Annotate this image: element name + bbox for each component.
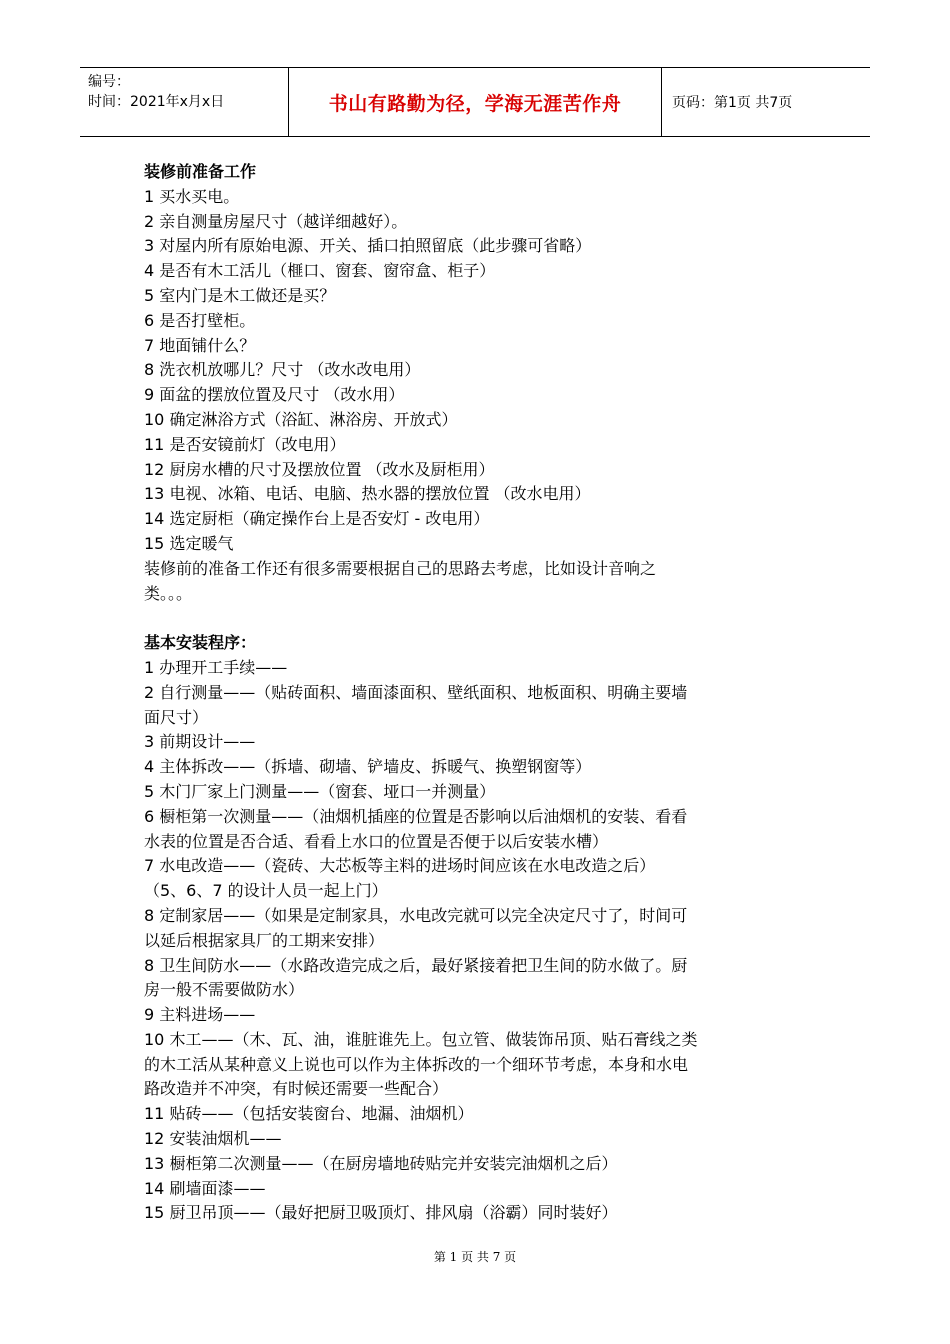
installation-step-line: 5 木门厂家上门测量——（窗套、垭口一并测量） [144,781,496,801]
header-page-info: 页码：第1页 共7页 [672,95,793,111]
preparation-note-line: 装修前的准备工作还有很多需要根据自己的思路去考虑，比如设计音响之 [144,558,657,578]
document-body [144,160,812,1226]
preparation-item: 8 洗衣机放哪儿？尺寸 （改水改电用） [144,360,421,380]
installation-step-line: （5、6、7 的设计人员一起上门） [144,881,388,901]
installation-step-line: 9 主料进场—— [144,1005,256,1025]
preparation-item: 1 买水买电。 [144,186,240,206]
installation-step-line: 3 前期设计—— [144,732,256,752]
installation-step-line: 6 橱柜第一次测量——（油烟机插座的位置是否影响以后油烟机的安装、看看 [144,806,688,826]
preparation-list [144,185,812,557]
section-title-installation: 基本安装程序： [144,633,257,653]
paragraph-gap [144,606,812,631]
installation-step-line: 13 橱柜第二次测量——（在厨房墙地砖贴完并安装完油烟机之后） [144,1153,618,1173]
preparation-item: 13 电视、冰箱、电话、电脑、热水器的摆放位置 （改水电用） [144,484,591,504]
header-motto: 书山有路勤为径，学海无涯苦作舟 [289,68,662,136]
preparation-item: 4 是否有木工活儿（榧口、窗套、窗帘盒、柜子） [144,261,496,281]
page-footer: 第 1 页 共 7 页 [433,1250,517,1264]
installation-step-line: 以延后根据家具厂的工期来安排） [144,930,385,950]
installation-steps-list [144,656,812,1226]
document-number-label: 编号： [88,74,130,90]
installation-step-line: 路改造并不冲突，有时候还需要一些配合） [144,1079,449,1099]
document-date: 时间：2021年x月x日 [88,94,225,110]
preparation-note-line: 类。。。 [144,583,193,603]
preparation-item: 11 是否安镜前灯（改电用） [144,434,346,454]
preparation-item: 15 选定暖气 [144,533,234,553]
preparation-item: 3 对屋内所有原始电源、开关、插口拍照留底（此步骤可省略） [144,236,592,256]
preparation-item: 2 亲自测量房屋尺寸（越详细越好）。 [144,211,408,231]
preparation-item: 14 选定厨柜（确定操作台上是否安灯 - 改电用） [144,509,490,529]
preparation-item: 6 是否打壁柜。 [144,310,256,330]
header-meta [80,68,289,136]
installation-step-line: 8 卫生间防水——（水路改造完成之后，最好紧接着把卫生间的防水做了。厨 [144,955,688,975]
installation-step-line: 的木工活从某种意义上说也可以作为主体拆改的一个细环节考虑，本身和水电 [144,1054,689,1074]
installation-step-line: 8 定制家居——（如果是定制家具，水电改完就可以完全决定尺寸了，时间可 [144,905,688,925]
preparation-item: 10 确定淋浴方式（浴缸、淋浴房、开放式） [144,409,458,429]
installation-step-line: 房一般不需要做防水） [144,980,305,1000]
preparation-item: 7 地面铺什么？ [144,335,256,355]
page-header [80,67,870,137]
installation-step-line: 14 刷墙面漆—— [144,1178,266,1198]
installation-step-line: 水表的位置是否合适、看看上水口的位置是否便于以后安装水槽） [144,831,609,851]
installation-step-line: 11 贴砖——（包括安装窗台、地漏、油烟机） [144,1104,474,1124]
installation-step-line: 10 木工——（木、瓦、油，谁脏谁先上。包立管、做装饰吊顶、贴石膏线之类 [144,1029,698,1049]
installation-step-line: 7 水电改造——（瓷砖、大芯板等主料的进场时间应该在水电改造之后） [144,856,656,876]
installation-step-line: 1 办理开工手续—— [144,657,288,677]
installation-step-line: 2 自行测量——（贴砖面积、墙面漆面积、壁纸面积、地板面积、明确主要墙 [144,682,688,702]
preparation-item: 5 室内门是木工做还是买？ [144,285,336,305]
preparation-item: 12 厨房水槽的尺寸及摆放位置 （改水及厨柜用） [144,459,495,479]
installation-step-line: 面尺寸） [144,707,209,727]
section-title-preparation: 装修前准备工作 [144,162,257,181]
installation-step-line: 12 安装油烟机—— [144,1129,282,1149]
installation-step-line: 15 厨卫吊顶——（最好把厨卫吸顶灯、排风扇（浴霸）同时装好） [144,1203,618,1223]
preparation-item: 9 面盆的摆放位置及尺寸 （改水用） [144,385,405,405]
installation-step-line: 4 主体拆改——（拆墙、砌墙、铲墙皮、拆暖气、换塑钢窗等） [144,757,592,777]
